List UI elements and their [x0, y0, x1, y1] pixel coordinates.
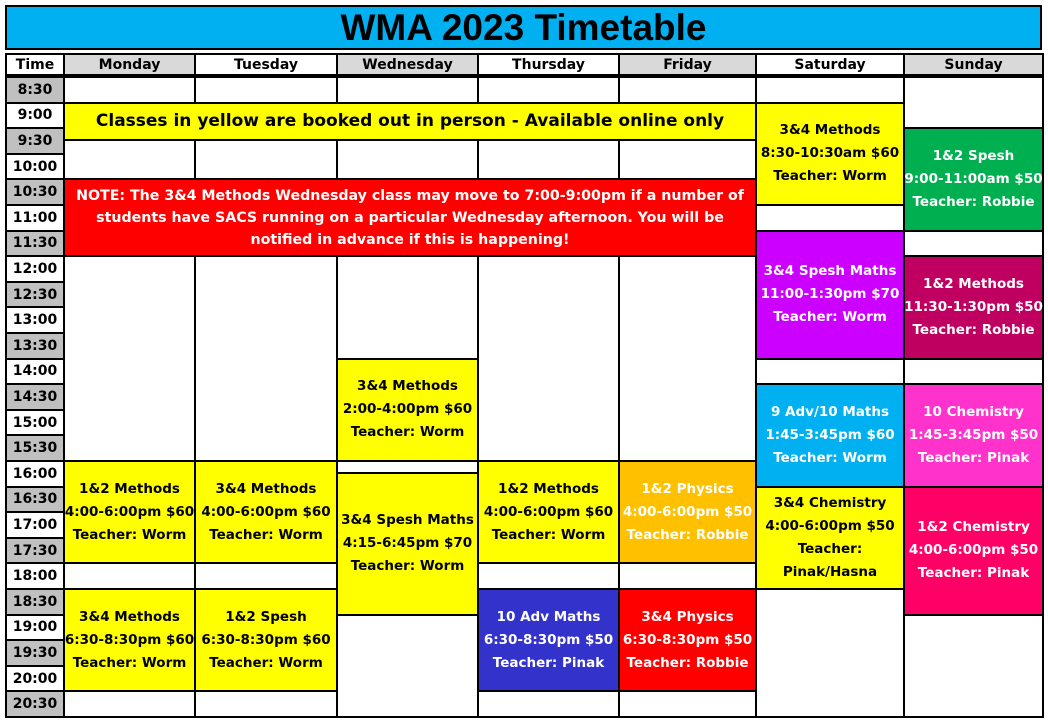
class-line: 4:00-6:00pm $60 [201, 503, 331, 520]
empty-slot [336, 76, 479, 104]
time-label: 16:00 [5, 460, 65, 488]
class-line: 4:15-6:45pm $70 [342, 535, 473, 552]
class-line: Teacher: Robbie [626, 526, 749, 543]
class-line: 10 Chemistry [923, 403, 1024, 420]
empty-slot [477, 562, 620, 590]
class-line: 3&4 Spesh Maths [341, 512, 474, 529]
class-line: Teacher: Worm [773, 168, 887, 185]
class-line: Teacher: Worm [773, 449, 887, 466]
time-label: 16:30 [5, 486, 65, 514]
class-line: Teacher: Robbie [912, 193, 1035, 210]
time-label: 11:00 [5, 204, 65, 232]
class-line: 6:30-8:30pm $60 [64, 631, 195, 648]
time-label: 17:30 [5, 537, 65, 565]
time-label: 18:30 [5, 588, 65, 616]
class-block [618, 460, 757, 564]
class-line: 9 Adv/10 Maths [770, 403, 890, 420]
class-block [194, 460, 338, 564]
time-label: 20:00 [5, 665, 65, 693]
empty-slot [755, 204, 905, 232]
class-line: 3&4 Methods [357, 378, 458, 395]
class-line: 1:45-3:45pm $50 [908, 426, 1039, 443]
class-block [755, 230, 905, 360]
class-line: 3&4 Chemistry [773, 494, 887, 511]
class-line: Teacher: Worm [72, 526, 187, 543]
time-label: 17:00 [5, 511, 65, 539]
time-label: 13:00 [5, 306, 65, 334]
empty-slot [336, 614, 479, 718]
day-header-saturday: Saturday [755, 53, 905, 76]
time-label: 9:30 [5, 127, 65, 155]
day-header-sunday: Sunday [903, 53, 1044, 76]
time-label: 19:30 [5, 639, 65, 667]
class-block [755, 383, 905, 487]
empty-slot [63, 562, 196, 590]
class-line: 3&4 Physics [641, 608, 734, 625]
class-line: 1:45-3:45pm $60 [765, 426, 895, 443]
class-block [336, 472, 479, 616]
class-line: 6:30-8:30pm $50 [622, 631, 753, 648]
page-title: WMA 2023 Timetable [5, 5, 1042, 50]
class-line: 4:00-6:00pm $50 [622, 503, 753, 520]
class-block [903, 255, 1044, 359]
time-label: 12:00 [5, 255, 65, 283]
empty-slot [755, 588, 905, 718]
class-line: 4:00-6:00pm $60 [64, 503, 195, 520]
class-line: 6:30-8:30pm $50 [483, 631, 614, 648]
class-block [755, 102, 905, 206]
class-line: Teacher: [797, 540, 863, 557]
day-header-thursday: Thursday [477, 53, 620, 76]
empty-slot [477, 76, 620, 104]
class-block [903, 383, 1044, 487]
class-line: Teacher: Worm [491, 526, 606, 543]
header-time: Time [5, 53, 65, 76]
class-line: 1&2 Physics [641, 480, 734, 497]
class-line: 9:00-11:00am $50 [904, 170, 1043, 187]
class-line: 2:00-4:00pm $60 [342, 401, 473, 418]
class-line: Teacher: Worm [72, 654, 187, 671]
class-line: 8:30-10:30am $60 [760, 145, 900, 162]
class-line: 6:30-8:30pm $60 [201, 631, 331, 648]
class-line: Teacher: Worm [773, 309, 887, 326]
empty-slot [618, 690, 757, 718]
empty-slot [903, 230, 1044, 258]
class-block [477, 460, 620, 564]
time-label: 12:30 [5, 281, 65, 309]
class-line: 4:00-6:00pm $50 [908, 542, 1039, 559]
empty-slot [618, 76, 757, 104]
empty-slot [755, 76, 905, 104]
time-label: 11:30 [5, 230, 65, 258]
day-header-friday: Friday [618, 53, 757, 76]
empty-slot [477, 255, 620, 462]
class-line: 11:00-1:30pm $70 [760, 286, 900, 303]
class-line: 4:00-6:00pm $50 [765, 517, 895, 534]
time-label: 18:00 [5, 562, 65, 590]
class-block [336, 358, 479, 462]
time-label: 9:00 [5, 102, 65, 130]
empty-slot [194, 562, 338, 590]
class-line: 11:30-1:30pm $50 [904, 298, 1043, 315]
time-label: 10:30 [5, 178, 65, 206]
class-line: Pinak/Hasna [782, 563, 878, 580]
day-header-wednesday: Wednesday [336, 53, 479, 76]
class-block [63, 588, 196, 692]
class-line: Teacher: Worm [350, 558, 465, 575]
time-label: 10:00 [5, 153, 65, 181]
time-label: 8:30 [5, 76, 65, 104]
time-label: 14:30 [5, 383, 65, 411]
class-block [477, 588, 620, 692]
empty-slot [194, 690, 338, 718]
empty-slot [903, 614, 1044, 718]
booked-online-banner: Classes in yellow are booked out in person - Available online only [63, 102, 757, 142]
class-line: 1&2 Methods [923, 275, 1024, 292]
class-line: 3&4 Spesh Maths [763, 263, 897, 280]
class-line: 3&4 Methods [779, 122, 881, 139]
class-block [618, 588, 757, 692]
empty-slot [477, 690, 620, 718]
day-header-monday: Monday [63, 53, 196, 76]
class-block [755, 486, 905, 590]
empty-slot [755, 358, 905, 386]
class-line: 10 Adv Maths [496, 608, 601, 625]
empty-slot [903, 358, 1044, 386]
empty-slot [63, 76, 196, 104]
day-header-tuesday: Tuesday [194, 53, 338, 76]
class-block [903, 127, 1044, 231]
class-line: Teacher: Worm [209, 526, 323, 543]
class-block [63, 460, 196, 564]
empty-slot [618, 255, 757, 462]
class-line: Teacher: Worm [209, 654, 323, 671]
class-line: 3&4 Methods [79, 608, 180, 625]
class-line: 4:00-6:00pm $60 [483, 503, 614, 520]
time-label: 15:30 [5, 434, 65, 462]
empty-slot [618, 562, 757, 590]
empty-slot [336, 255, 479, 359]
class-block [903, 486, 1044, 616]
empty-slot [63, 255, 196, 462]
empty-slot [194, 255, 338, 462]
empty-slot [63, 690, 196, 718]
class-line: Teacher: Worm [350, 424, 465, 441]
class-line: 1&2 Chemistry [917, 519, 1030, 536]
empty-slot [194, 76, 338, 104]
empty-slot [903, 76, 1044, 129]
time-label: 14:00 [5, 358, 65, 386]
time-label: 19:00 [5, 614, 65, 642]
wednesday-note-banner: NOTE: The 3&4 Methods Wednesday class may move to 7:00-9:00pm if a number of students have SACS running on a particular Wednesday afternoon. You will be notified in advance if this is happening! [63, 178, 757, 257]
class-line: 1&2 Methods [498, 480, 599, 497]
time-label: 15:00 [5, 409, 65, 437]
class-line: 1&2 Spesh [225, 608, 307, 625]
class-block [194, 588, 338, 692]
class-line: Teacher: Pinak [492, 654, 605, 671]
class-line: 1&2 Spesh [932, 147, 1015, 164]
class-line: Teacher: Pinak [917, 449, 1030, 466]
class-line: Teacher: Robbie [912, 321, 1035, 338]
class-line: Teacher: Pinak [917, 565, 1030, 582]
class-line: Teacher: Robbie [626, 654, 749, 671]
class-line: 1&2 Methods [79, 480, 180, 497]
class-line: 3&4 Methods [215, 480, 317, 497]
time-label: 13:30 [5, 332, 65, 360]
time-label: 20:30 [5, 690, 65, 718]
